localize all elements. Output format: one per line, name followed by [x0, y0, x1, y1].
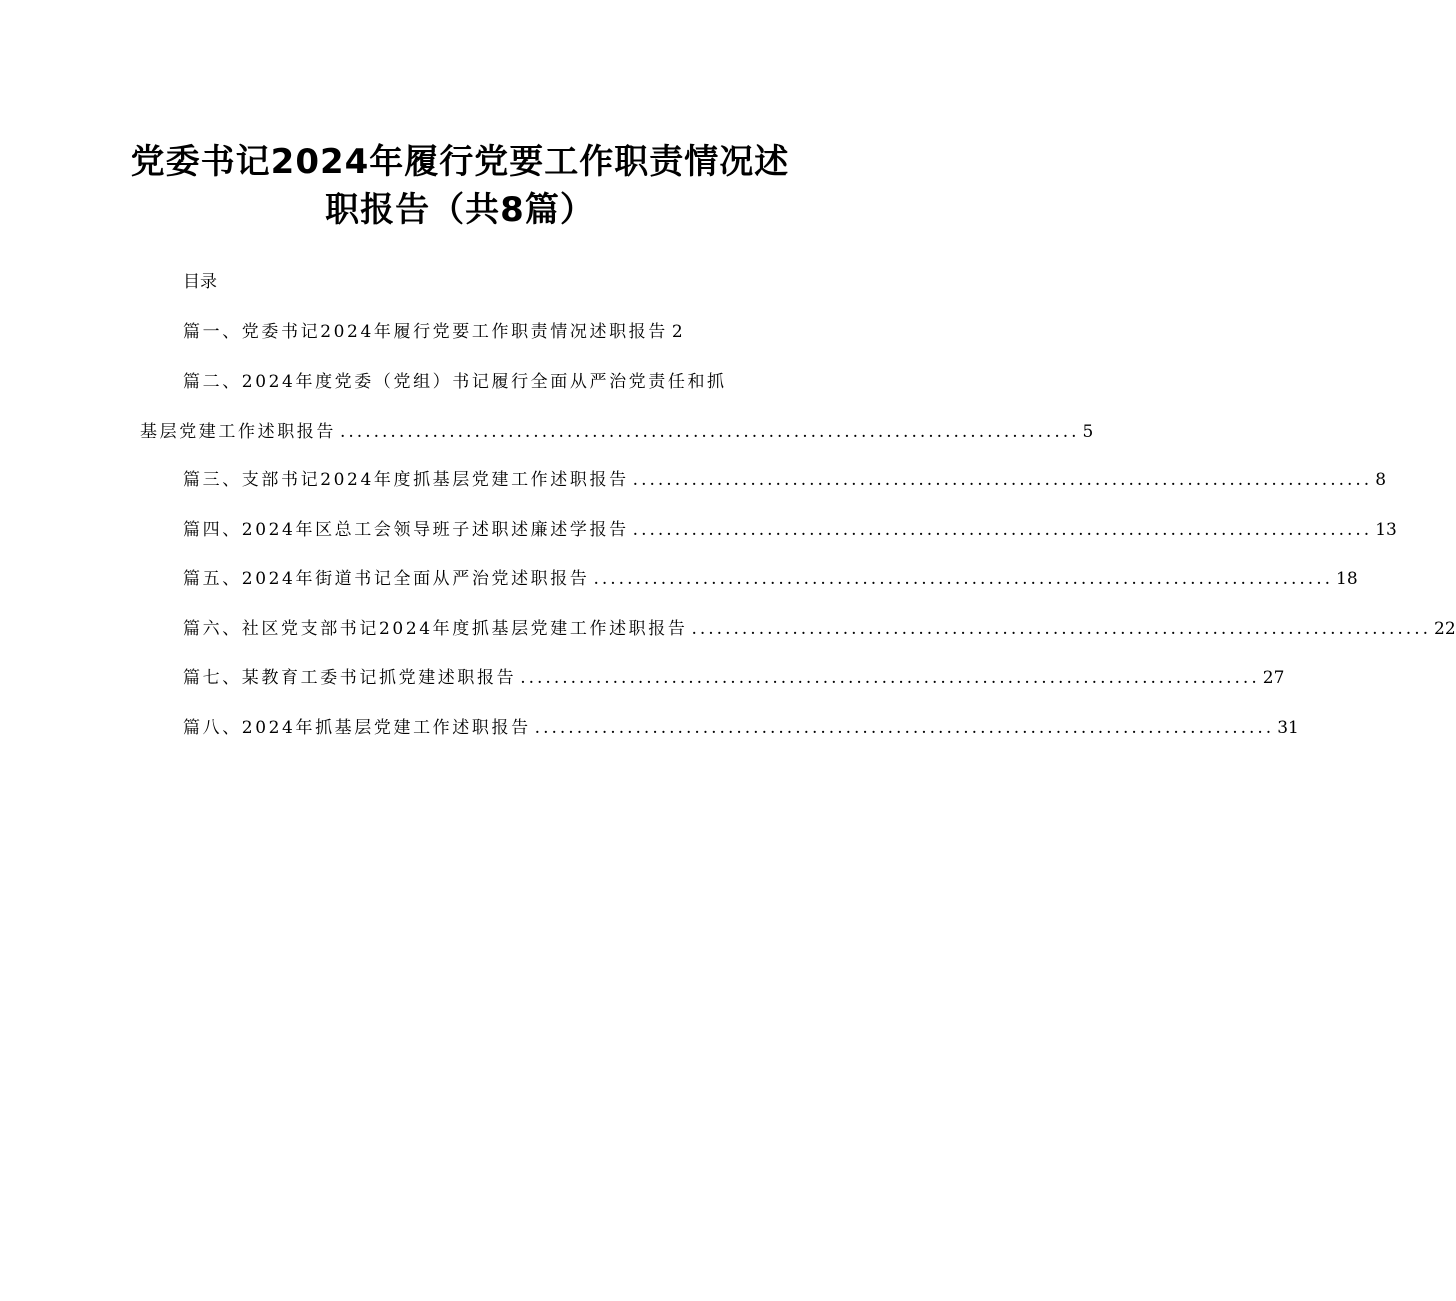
- toc-leader-dots: ........................................................................................: [691, 619, 1432, 639]
- toc-heading: 目录: [183, 272, 217, 292]
- toc-entry-2-line-2[interactable]: [140, 420, 1094, 444]
- toc-entry-text: 篇三、支部书记2024年度抓基层党建工作述职报告: [183, 470, 629, 490]
- toc-entry-text: 篇一、党委书记2024年履行党要工作职责情况述职报告: [183, 322, 668, 342]
- toc-entry-text: 篇四、2024年区总工会领导班子述职述廉述学报告: [183, 520, 629, 540]
- toc-entry-page: 31: [1277, 718, 1299, 738]
- toc-entry-page: 8: [1375, 470, 1387, 490]
- toc-entry-page: 18: [1336, 569, 1358, 589]
- toc-leader-dots: ........................................................................................: [534, 718, 1275, 738]
- toc-entry-text: 篇六、社区党支部书记2024年度抓基层党建工作述职报告: [183, 619, 688, 639]
- toc-entry-text: 篇八、2024年抓基层党建工作述职报告: [183, 718, 531, 738]
- toc-leader-dots: ........................................................................................: [632, 470, 1373, 490]
- toc-entry-text: 篇七、某教育工委书记抓党建述职报告: [183, 668, 517, 688]
- toc-entry-3[interactable]: [183, 468, 1387, 492]
- toc-entry-text: 基层党建工作述职报告: [140, 422, 336, 442]
- toc-entry-4[interactable]: [183, 518, 1397, 542]
- toc-entry-2-line-1[interactable]: [183, 370, 743, 394]
- toc-entry-6[interactable]: [183, 617, 1456, 641]
- toc-entry-text: 篇二、2024年度党委（党组）书记履行全面从严治党责任和抓: [183, 372, 727, 392]
- toc-leader-dots: ........................................................................................: [632, 520, 1373, 540]
- document-title-line-1: 党委书记2024年履行党要工作职责情况述: [130, 142, 790, 182]
- toc-entry-page: 2: [671, 322, 683, 342]
- toc-entry-page: 13: [1375, 520, 1397, 540]
- toc-leader-dots: ........................................................................................: [340, 422, 1080, 442]
- toc-entry-8[interactable]: [183, 716, 1299, 740]
- toc-entry-1[interactable]: [183, 320, 703, 344]
- toc-entry-text: 篇五、2024年街道书记全面从严治党述职报告: [183, 569, 590, 589]
- toc-entry-5[interactable]: [183, 567, 1358, 591]
- toc-leader-dots: ........................................................................................: [593, 569, 1334, 589]
- toc-entry-7[interactable]: [183, 666, 1285, 690]
- toc-entry-page: 22: [1434, 619, 1456, 639]
- toc-leader-dots: ........................................................................................: [520, 668, 1260, 688]
- toc-entry-page: 5: [1082, 422, 1094, 442]
- document-title-line-2: 职报告（共8篇）: [325, 190, 595, 230]
- toc-entry-page: 27: [1262, 668, 1285, 688]
